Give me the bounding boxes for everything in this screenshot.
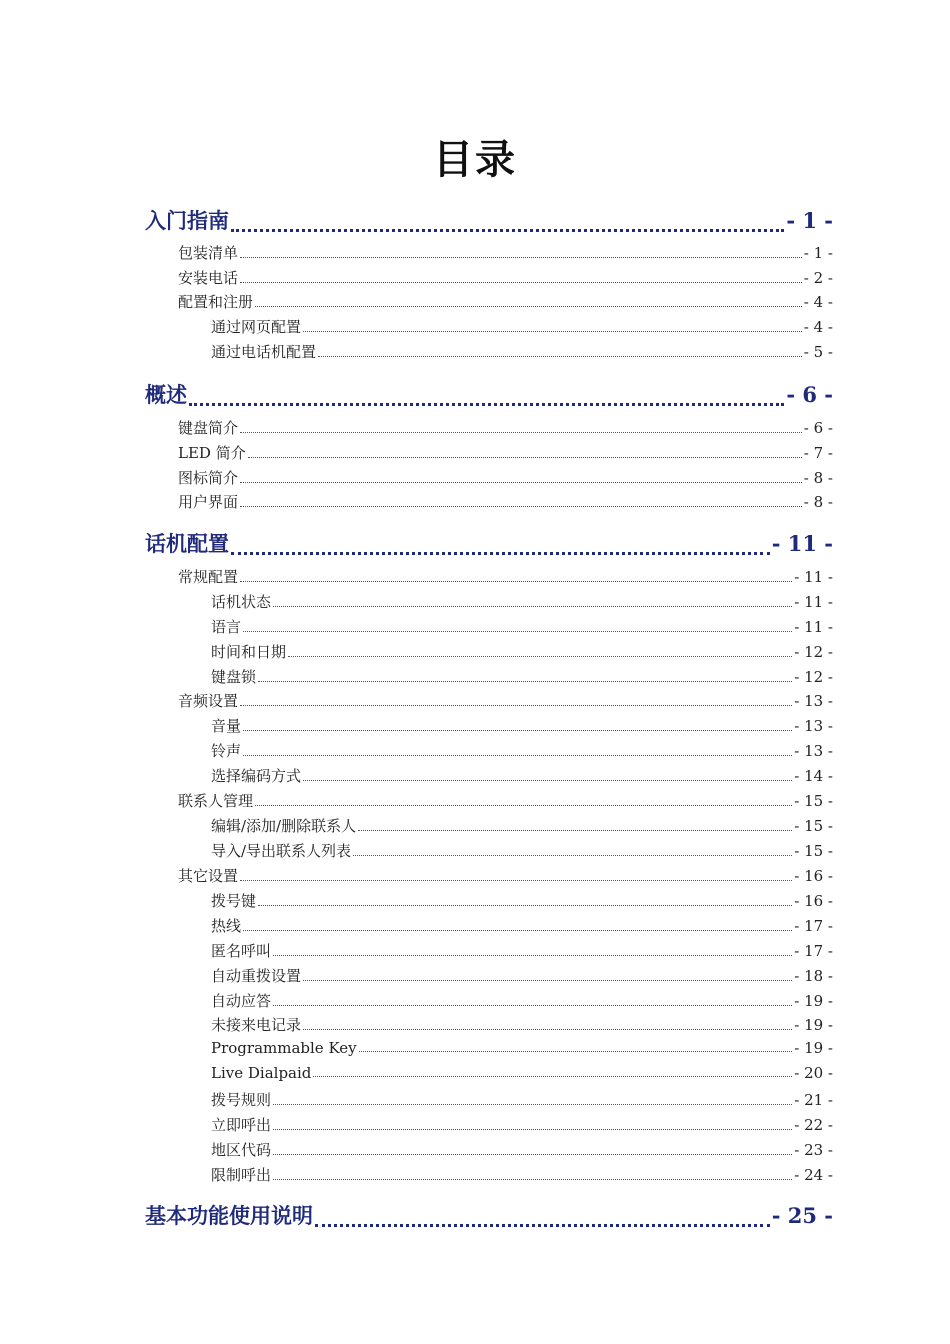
toc-entry-page: - 15 - [794, 842, 833, 860]
toc-entry[interactable] [211, 965, 833, 986]
toc-entry-label: 用户界面 [178, 493, 239, 511]
dot-leader [273, 1005, 792, 1006]
toc-entry-page: - 11 - [771, 531, 833, 556]
toc-entry[interactable] [211, 616, 833, 637]
dot-leader [243, 631, 792, 632]
dot-leader [303, 331, 802, 332]
toc-entry-label: 其它设置 [178, 867, 239, 885]
toc-entry-page: - 7 - [803, 444, 833, 462]
dot-leader [243, 930, 792, 931]
toc-entry-label: 匿名呼叫 [211, 942, 272, 960]
toc-entry-page: - 13 - [794, 717, 833, 735]
toc-entry[interactable] [211, 1139, 833, 1160]
toc-entry-label: Live Dialpaid [211, 1064, 312, 1082]
toc-entry[interactable] [211, 815, 833, 836]
toc-entry-page: - 1 - [803, 244, 833, 262]
toc-entry-label: Programmable Key [211, 1039, 357, 1057]
toc-entry[interactable] [211, 341, 833, 362]
toc-entry-label: 立即呼出 [211, 1116, 272, 1134]
toc-entry[interactable] [211, 940, 833, 961]
toc-entry-page: - 16 - [794, 892, 833, 910]
dot-leader [189, 403, 784, 406]
toc-entry[interactable] [145, 205, 833, 235]
toc-entry-label: 配置和注册 [178, 293, 254, 311]
toc-entry-label: 时间和日期 [211, 643, 287, 661]
toc-entry-page: - 17 - [794, 942, 833, 960]
toc-entry[interactable] [178, 267, 833, 288]
toc-entry-page: - 19 - [794, 1016, 833, 1034]
toc-entry-label: 音量 [211, 717, 242, 735]
dot-leader [231, 552, 770, 555]
toc-entry-label: 通过电话机配置 [211, 343, 317, 361]
toc-entry[interactable] [211, 1114, 833, 1135]
toc-entry[interactable] [211, 1164, 833, 1185]
toc-entry-page: - 5 - [803, 343, 833, 361]
toc-entry-label: 语言 [211, 618, 242, 636]
toc-entry-page: - 6 - [803, 419, 833, 437]
toc-entry-page: - 13 - [794, 742, 833, 760]
toc-entry-page: - 11 - [794, 618, 833, 636]
toc-entry-page: - 13 - [794, 692, 833, 710]
toc-entry-page: - 8 - [803, 469, 833, 487]
toc-entry[interactable] [178, 790, 833, 811]
toc-entry-page: - 15 - [794, 792, 833, 810]
toc-entry-page: - 15 - [794, 817, 833, 835]
toc-entry-label: 拨号规则 [211, 1091, 272, 1109]
dot-leader [288, 656, 792, 657]
toc-entry-label: 地区代码 [211, 1141, 272, 1159]
toc-entry[interactable] [145, 1200, 833, 1230]
page-title: 目录 [433, 136, 517, 183]
toc-entry[interactable] [211, 840, 833, 861]
dot-leader [273, 1154, 792, 1155]
dot-leader [255, 805, 792, 806]
dot-leader [243, 730, 792, 731]
toc-entry[interactable] [211, 1089, 833, 1110]
toc-entry-page: - 25 - [771, 1203, 833, 1228]
toc-entry-page: - 14 - [794, 767, 833, 785]
dot-leader [258, 681, 792, 682]
toc-entry-label: 限制呼出 [211, 1166, 272, 1184]
toc-entry[interactable] [178, 417, 833, 438]
toc-entry-label: 包装清单 [178, 244, 239, 262]
toc-entry-page: - 20 - [794, 1064, 833, 1082]
dot-leader [318, 356, 802, 357]
dot-leader [240, 581, 792, 582]
toc-entry-page: - 19 - [794, 1039, 833, 1057]
toc-entry-label: 图标简介 [178, 469, 239, 487]
dot-leader [359, 1051, 793, 1052]
toc-entry[interactable] [178, 467, 833, 488]
toc-entry-page: - 4 - [803, 318, 833, 336]
dot-leader [240, 282, 802, 283]
dot-leader [273, 1179, 792, 1180]
toc-entry-label: 拨号键 [211, 892, 257, 910]
toc-entry-label: 热线 [211, 917, 242, 935]
toc-entry[interactable] [211, 740, 833, 761]
dot-leader [353, 855, 792, 856]
toc-entry-page: - 1 - [786, 208, 833, 233]
toc-entry-label: 联系人管理 [178, 792, 254, 810]
dot-leader [240, 506, 802, 507]
toc-entry[interactable] [178, 442, 833, 463]
toc-entry-page: - 11 - [794, 568, 833, 586]
dot-leader [240, 705, 792, 706]
toc-entry[interactable] [178, 865, 833, 886]
toc-entry-page: - 2 - [803, 269, 833, 287]
toc-entry[interactable] [211, 316, 833, 337]
toc-entry-page: - 4 - [803, 293, 833, 311]
toc-entry[interactable] [211, 1064, 833, 1082]
toc-entry-label: 自动重拨设置 [211, 967, 302, 985]
toc-entry[interactable] [211, 715, 833, 736]
toc-entry-page: - 17 - [794, 917, 833, 935]
dot-leader [240, 880, 792, 881]
toc-entry-page: - 21 - [794, 1091, 833, 1109]
dot-leader [243, 755, 792, 756]
toc-entry-page: - 18 - [794, 967, 833, 985]
dot-leader [358, 830, 792, 831]
toc-entry-label: 铃声 [211, 742, 242, 760]
toc-entry-label: 键盘简介 [178, 419, 239, 437]
toc-entry[interactable] [178, 491, 833, 512]
dot-leader [240, 432, 802, 433]
toc-entry-label: 话机配置 [145, 531, 229, 556]
dot-leader [273, 1104, 792, 1105]
dot-leader [248, 457, 802, 458]
toc-entry[interactable] [145, 528, 833, 558]
dot-leader [273, 606, 792, 607]
dot-leader [231, 229, 784, 232]
toc-entry[interactable] [211, 1014, 833, 1035]
toc-entry[interactable] [145, 379, 833, 409]
toc-entry-page: - 6 - [786, 382, 833, 407]
toc-entry-page: - 16 - [794, 867, 833, 885]
dot-leader [273, 955, 792, 956]
toc-entry-label: 未接来电记录 [211, 1016, 302, 1034]
toc-entry[interactable] [211, 1039, 833, 1057]
toc-entry-label: 导入/导出联系人列表 [211, 842, 352, 860]
toc-entry-label: 常规配置 [178, 568, 239, 586]
dot-leader [303, 980, 792, 981]
toc-entry-label: 选择编码方式 [211, 767, 302, 785]
toc-entry[interactable] [178, 242, 833, 263]
toc-entry-page: - 24 - [794, 1166, 833, 1184]
toc-entry[interactable] [178, 566, 833, 587]
toc-entry-label: 基本功能使用说明 [145, 1203, 313, 1228]
toc-entry[interactable] [211, 591, 833, 612]
toc-entry[interactable] [178, 690, 833, 711]
dot-leader [255, 306, 802, 307]
toc-entry[interactable] [211, 990, 833, 1011]
dot-leader [240, 482, 802, 483]
toc-entry[interactable] [211, 765, 833, 786]
dot-leader [273, 1129, 792, 1130]
toc-entry-label: 通过网页配置 [211, 318, 302, 336]
toc-entry[interactable] [211, 915, 833, 936]
toc-entry-page: - 22 - [794, 1116, 833, 1134]
dot-leader [313, 1076, 792, 1077]
dot-leader [240, 257, 802, 258]
dot-leader [315, 1224, 770, 1227]
toc-entry[interactable] [211, 641, 833, 662]
dot-leader [258, 905, 792, 906]
toc-entry[interactable] [178, 291, 833, 312]
toc-entry-page: - 12 - [794, 668, 833, 686]
toc-entry-label: 安装电话 [178, 269, 239, 287]
toc-entry-label: 概述 [145, 382, 187, 407]
dot-leader [303, 1029, 792, 1030]
toc-entry-page: - 11 - [794, 593, 833, 611]
toc-entry-label: 话机状态 [211, 593, 272, 611]
toc-entry-label: 编辑/添加/删除联系人 [211, 817, 357, 835]
toc-entry-page: - 19 - [794, 992, 833, 1010]
dot-leader [303, 780, 792, 781]
toc-entry-label: 自动应答 [211, 992, 272, 1010]
toc-entry-label: LED 简介 [178, 444, 246, 462]
toc-entry-label: 键盘锁 [211, 668, 257, 686]
toc-entry-label: 入门指南 [145, 208, 229, 233]
toc-entry-label: 音频设置 [178, 692, 239, 710]
toc-entry[interactable] [211, 890, 833, 911]
toc-entry-page: - 12 - [794, 643, 833, 661]
toc-entry-page: - 23 - [794, 1141, 833, 1159]
toc-entry-page: - 8 - [803, 493, 833, 511]
toc-entry[interactable] [211, 666, 833, 687]
